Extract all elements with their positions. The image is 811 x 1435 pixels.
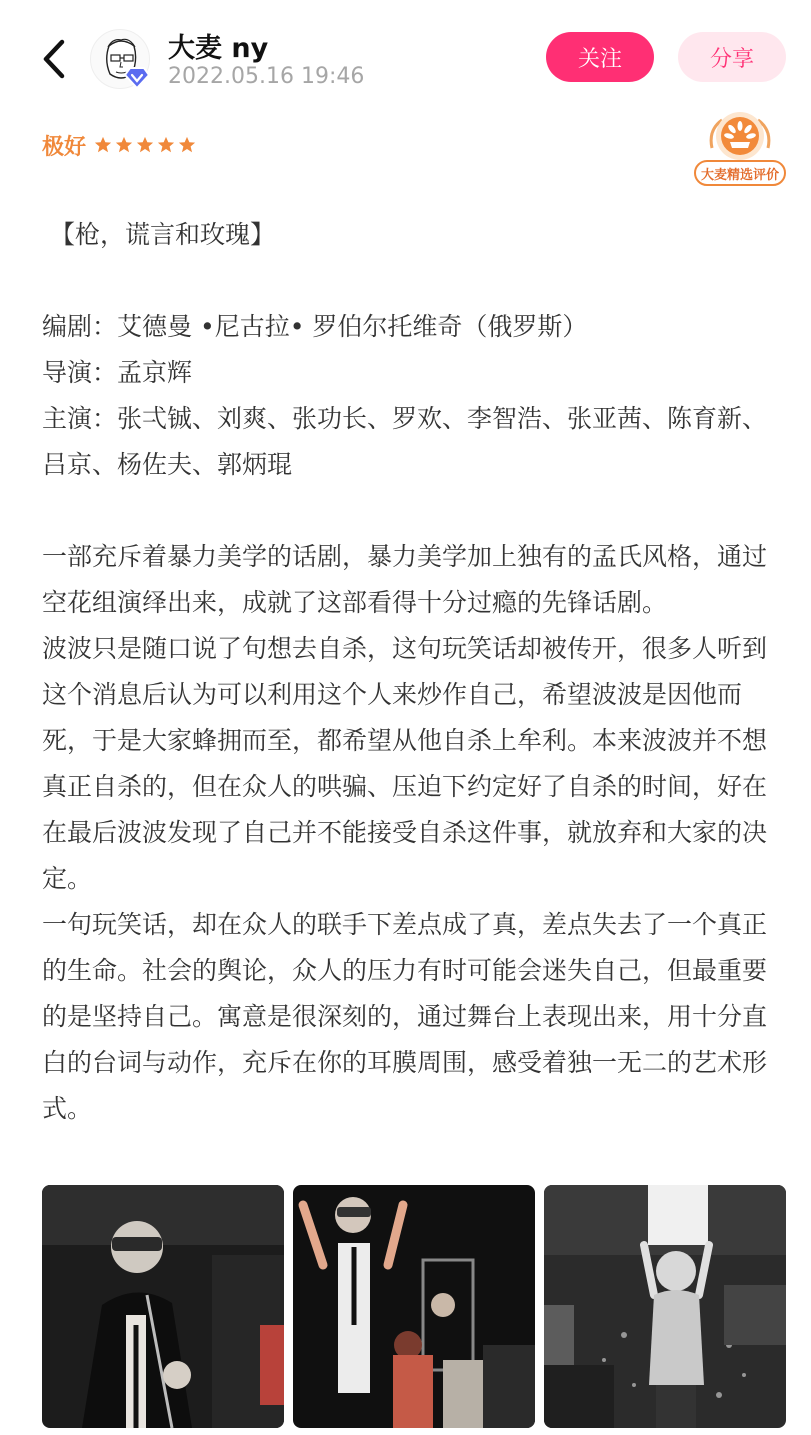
share-button[interactable]: 分享	[678, 32, 786, 82]
follow-button[interactable]: 关注	[546, 32, 654, 82]
review-photo[interactable]	[544, 1185, 786, 1428]
stage-photo-actor-microphone	[42, 1185, 284, 1428]
review-photo[interactable]	[42, 1185, 284, 1428]
review-body	[42, 212, 790, 1132]
star-icon	[178, 136, 196, 154]
credit-line: 编剧：艾德曼 •尼古拉• 罗伯尔托维奇（俄罗斯）	[42, 312, 588, 341]
damai-medal-icon	[694, 108, 786, 168]
star-icon	[115, 136, 133, 154]
credit-line: 导演：孟京辉	[42, 358, 193, 387]
photo-gallery	[42, 1185, 786, 1428]
chevron-left-icon	[34, 36, 74, 82]
credit-line: 主演：张弌铖、刘爽、张功长、罗欢、李智浩、张亚茜、陈育新、吕京、杨佐夫、郭炳琨	[42, 404, 768, 479]
stage-photo-actor-water-bucket	[544, 1185, 786, 1428]
review-paragraph: 一句玩笑话，却在众人的联手下差点成了真，差点失去了一个真正的生命。社会的舆论，众人的压力有时可能会迷失自己，但最重要的是坚持自己。寓意是很深刻的，通过舞台上表现出来，用十分直白的台词与动作，充斥在你的耳膜周围，感受着独一无二的艺术形式。	[42, 910, 768, 1123]
star-icon	[94, 136, 112, 154]
post-timestamp: 2022.05.16 19:46	[168, 64, 365, 89]
back-button[interactable]	[34, 36, 74, 82]
review-paragraph: 波波只是随口说了句想去自杀，这句玩笑话却被传开，很多人听到这个消息后认为可以利用这个人来炒作自己，希望波波是因他而死，于是大家蜂拥而至，都希望从他自杀上牟利。本来波波并不想真正自杀的，但在众人的哄骗、压迫下约定好了自杀的时间，好在在最后波波发现了自己并不能接受自杀这件事，就放弃和大家的决定。	[42, 634, 768, 893]
review-header	[0, 0, 811, 120]
username[interactable]: 大麦 ny	[168, 33, 269, 64]
rating-label: 极好	[42, 134, 87, 160]
stage-photo-actor-arms-raised	[293, 1185, 535, 1428]
verified-badge-icon	[124, 66, 150, 90]
review-paragraph: 一部充斥着暴力美学的话剧，暴力美学加上独有的孟氏风格，通过空花组演绎出来，成就了这部看得十分过瘾的先锋话剧。	[42, 542, 768, 617]
star-icon	[157, 136, 175, 154]
rating-stars	[94, 136, 199, 154]
rating	[42, 128, 199, 162]
review-title: 【枪，谎言和玫瑰】	[50, 220, 276, 249]
review-photo[interactable]	[293, 1185, 535, 1428]
featured-review-label: 大麦精选评价	[694, 160, 786, 186]
damai-featured-badge	[694, 108, 786, 188]
star-icon	[136, 136, 154, 154]
